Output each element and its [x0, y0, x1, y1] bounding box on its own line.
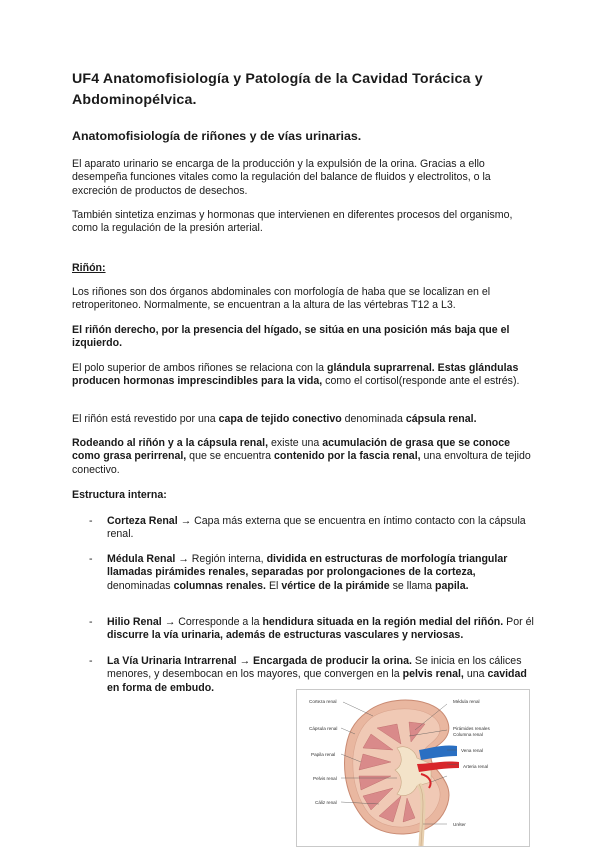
text-run-bold: Hilio Renal: [107, 616, 162, 628]
text-run-bold: vértice de la pirámide: [281, 579, 390, 592]
kidney-paragraph-1: Los riñones son dos órganos abdominales con morfología de haba que se localizan en el retroperitoneo. Normalmente, se encuentran a la altura de las vértebras T12 a L3.: [72, 286, 491, 312]
text-run: denominada: [341, 413, 406, 425]
list-dash: -: [89, 515, 93, 527]
kidney-paragraph-3: [72, 362, 534, 389]
text-run: que se encuentra: [186, 450, 274, 463]
text-run-bold: discurre la vía urinaria, además de estructuras vasculares y nerviosas.: [107, 629, 464, 642]
text-run: El riñón está revestido por una: [72, 413, 219, 425]
text-run-bold: Corteza Renal: [107, 515, 178, 527]
text-run-bold: dividida en estructuras de morfología triangular llamadas pirámides renales, separadas por prolongaciones de la corteza,: [107, 553, 508, 579]
label-pelvis-renal: Pelvis renal: [313, 776, 337, 781]
kidney-paragraph-4: [72, 413, 534, 426]
kidney-illustration: [297, 690, 529, 846]
leader-line: [343, 702, 373, 716]
text-run: denominadas: [107, 579, 174, 592]
section-subtitle: Anatomofisiología de riñones y de vías urinarias.: [72, 129, 362, 143]
text-run-bold: cavidad en forma de embudo.: [107, 668, 527, 694]
list-dash: -: [89, 655, 93, 667]
kidney-paragraph-2: El riñón derecho, por la presencia del hígado, se sitúa en una posición más baja que el izquierdo.: [72, 324, 510, 350]
text-run: → Capa más externa que se encuentra en íntimo contacto con la cápsula renal.: [107, 515, 526, 541]
text-run: como el cortisol(responde ante el estrés).: [322, 375, 520, 388]
text-run-bold: papila.: [435, 579, 469, 592]
list-item-medula: [89, 553, 534, 593]
text-run-bold: contenido por la fascia renal,: [274, 450, 421, 463]
text-run-bold: columnas renales.: [173, 579, 267, 592]
list-dash: -: [89, 553, 93, 565]
label-columna-renal: Columna renal: [453, 732, 483, 737]
intro-paragraph-1: El aparato urinario se encarga de la producción y la expulsión de la orina. Gracias a ello desempeña funciones vitales como la regulación del balance de fluidos y electrolitos, o la excreción de productos de desechos.: [72, 158, 491, 197]
label-piramides-renales: Pirámides renales: [453, 726, 490, 731]
text-run-bold: hendidura situada en la región medial del riñón.: [262, 616, 504, 628]
text-run: El polo superior de ambos riñones se relaciona con la: [72, 362, 327, 374]
text-run-bold: Rodeando al riñón y a la cápsula renal,: [72, 437, 269, 449]
text-run: se llama: [389, 579, 436, 592]
text-run: una envoltura de tejido conectivo.: [72, 450, 531, 476]
list-dash: -: [89, 616, 93, 628]
page-title: UF4 Anatomofisiología y Patología de la Cavidad Torácica y Abdominopélvica.: [72, 71, 483, 108]
label-ureter: Uréter: [453, 822, 466, 827]
label-arteria-renal: Arteria renal: [463, 764, 489, 769]
text-run-bold: acumulación de grasa que se conoce como grasa perirrenal,: [72, 437, 511, 463]
text-run-bold: La Vía Urinaria Intrarrenal → Encargada de producir la orina.: [107, 655, 412, 667]
label-medula-renal: Médula renal: [453, 699, 480, 704]
kidney-diagram: [296, 689, 530, 847]
text-run: → Corresponde a la: [161, 616, 263, 628]
text-run-bold: glándula suprarrenal. Estas glándulas producen hormonas imprescindibles para la vida,: [72, 362, 519, 388]
text-run-bold: capa de tejido conectivo: [218, 413, 342, 425]
list-item-corteza: [89, 515, 534, 542]
text-run-bold: Médula Renal: [107, 553, 176, 565]
label-capsula-renal: Cápsula renal: [309, 726, 338, 731]
label-papila-renal: Papila renal: [311, 752, 336, 757]
kidney-heading: Riñón:: [72, 262, 106, 274]
text-run: una: [463, 668, 488, 681]
label-vena-renal: Vena renal: [461, 748, 483, 753]
label-corteza-renal: Corteza renal: [309, 699, 337, 704]
intro-paragraph-2: También sintetiza enzimas y hormonas que intervienen en diferentes procesos del organismo, como la regulación de la presión arterial.: [72, 209, 513, 235]
text-run-bold: pelvis renal,: [402, 668, 464, 681]
label-caliz-renal: Cáliz renal: [315, 800, 337, 805]
kidney-paragraph-5: [72, 437, 534, 477]
internal-structure-heading: Estructura interna:: [72, 489, 167, 501]
text-run-bold: cápsula renal.: [405, 413, 477, 425]
text-run: existe una: [268, 437, 323, 449]
list-item-hilio: [89, 616, 534, 643]
text-run: El: [266, 579, 282, 592]
text-run: → Región interna,: [175, 553, 267, 565]
text-run: Se inicia en los cálices menores, y desembocan en los mayores, que convergen en la: [107, 655, 522, 681]
text-run: Por él: [503, 616, 534, 628]
